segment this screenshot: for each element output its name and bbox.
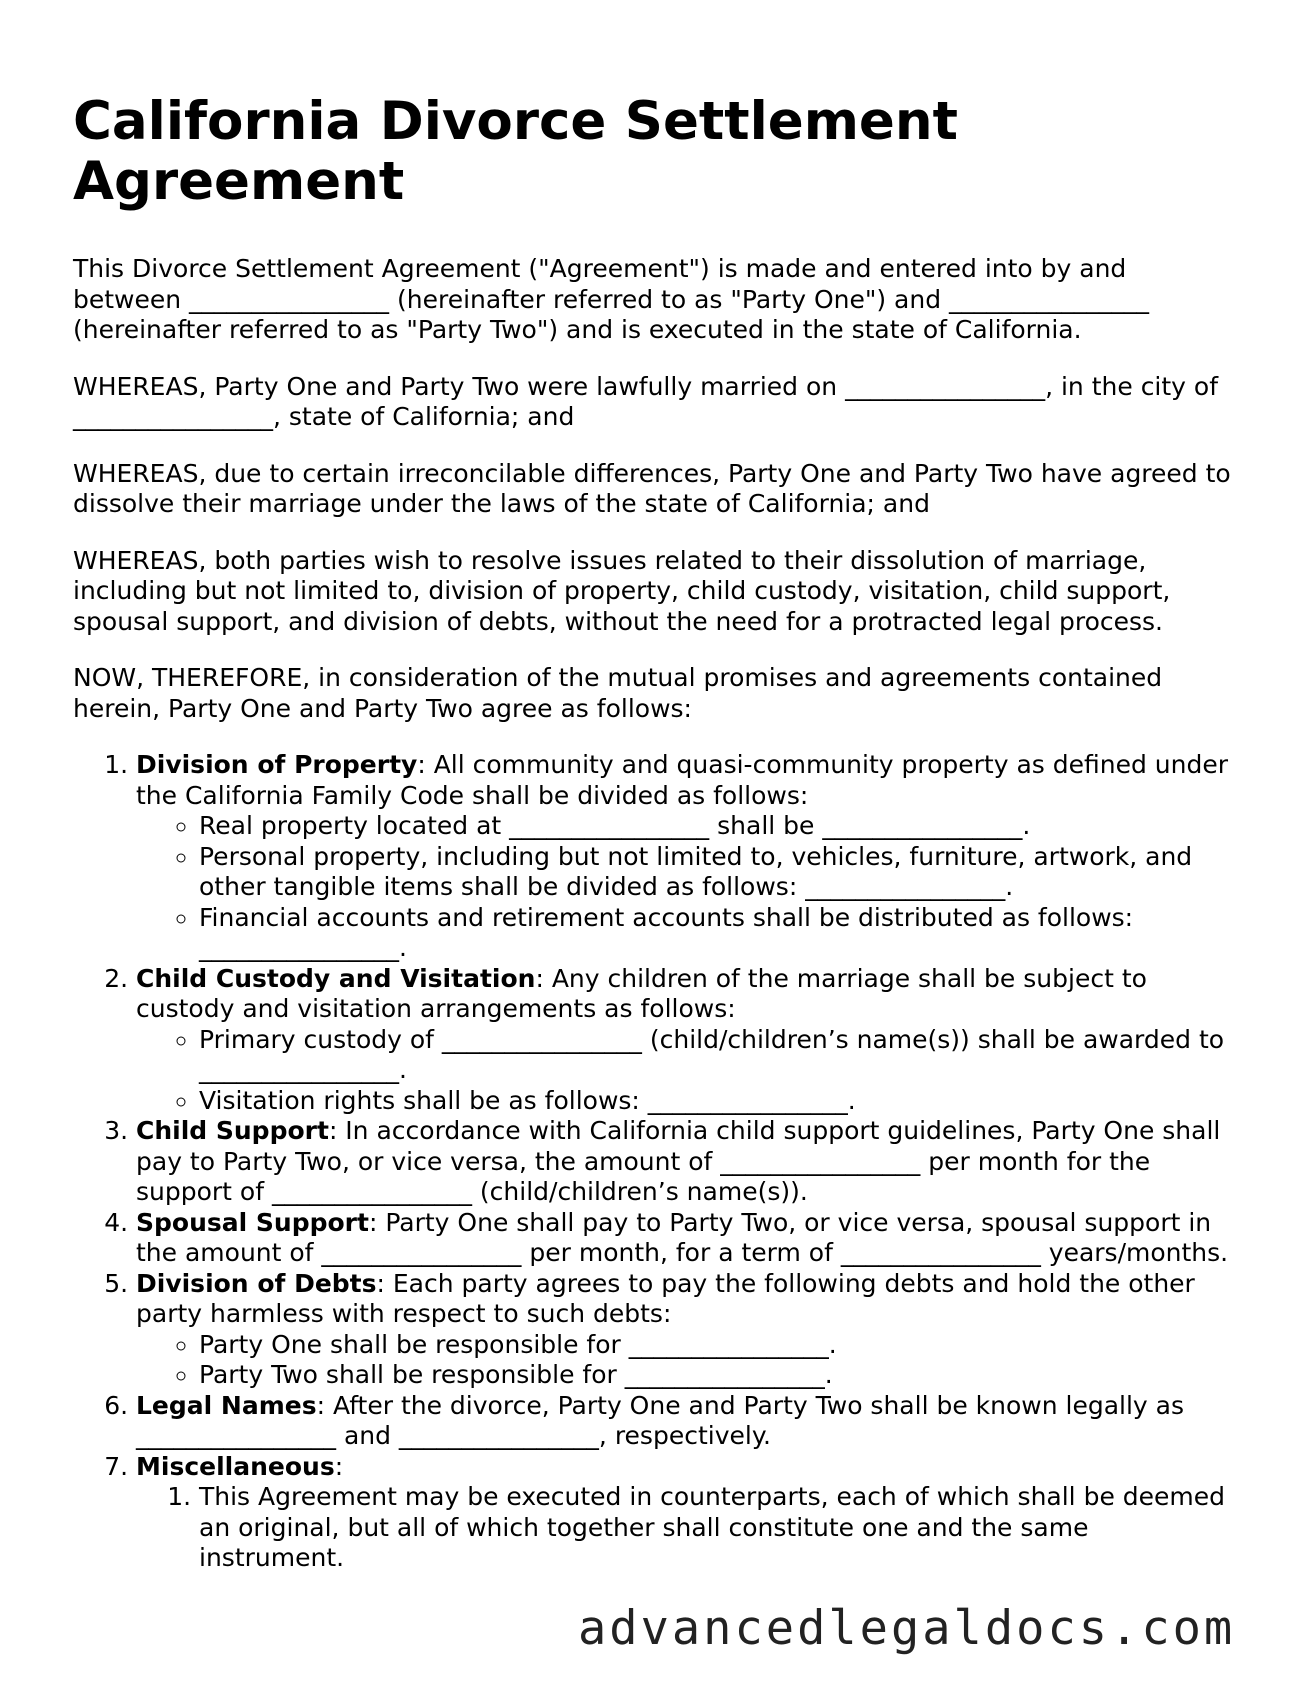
debts-subitems: [136, 1330, 1238, 1391]
section-child-custody: [136, 964, 1238, 1117]
section-text: : Each party agrees to pay the following debts and hold the other party harmless with respect to such debts:: [136, 1268, 1195, 1328]
section-heading: Miscellaneous: [136, 1451, 335, 1481]
section-heading: Division of Property: [136, 750, 418, 779]
section-text: : All community and quasi-community property as defined under the California Family Code shall be divided as follows:: [136, 750, 1229, 810]
custody-subitems: [136, 1025, 1238, 1117]
document-title: California Divorce Settlement Agreement: [73, 91, 958, 212]
section-division-of-property: [136, 750, 1238, 964]
list-item: ◦ Party Two shall be responsible for ________________.: [199, 1360, 1238, 1391]
section-child-support: [136, 1116, 1238, 1208]
whereas-differences-paragraph: WHEREAS, due to certain irreconcilable differences, Party One and Party Two have agreed to dissolve their marriage under the laws of the state of California; and: [73, 458, 1231, 518]
section-text: :: [334, 1451, 344, 1481]
section-division-of-debts: [136, 1269, 1238, 1391]
list-item: 1. This Agreement may be executed in counterparts, each of which shall be deemed an original, but all of which together shall constitute one and the same instrument.: [199, 1482, 1238, 1574]
section-text: : After the divorce, Party One and Party Two shall be known legally as ________________ and ________________, respectively.: [136, 1390, 1185, 1450]
watermark-text: advancedlegaldocs.com: [578, 1601, 1236, 1656]
list-item: ◦ Financial accounts and retirement accounts shall be distributed as follows: ________________.: [199, 903, 1238, 964]
section-heading: Child Support: [136, 1116, 329, 1145]
section-miscellaneous: [136, 1452, 1238, 1574]
section-text: : Any children of the marriage shall be subject to custody and visitation arrangements as follows:: [136, 963, 1147, 1023]
section-text: : Party One shall pay to Party Two, or vice versa, spousal support in the amount of ________________ per month, for a term of ________________ years/months.: [136, 1207, 1229, 1267]
section-text: : In accordance with California child support guidelines, Party One shall pay to Party Two, or vice versa, the amount of ________________ per month for the support of ________________ (child/children’s name(s)).: [136, 1116, 1221, 1206]
intro-paragraph: This Divorce Settlement Agreement ("Agreement") is made and entered into by and between ________________ (hereinafter referred to as "Party One") and ________________ (hereinafter referred to as "Party Two") and is executed in the state of California.: [73, 254, 1150, 344]
section-heading: Child Custody and Visitation: [136, 963, 536, 993]
whereas-married-paragraph: WHEREAS, Party One and Party Two were lawfully married on ________________, in the city of ________________, state of California; and: [73, 371, 1219, 431]
document-page: [73, 92, 1238, 1574]
list-item: ◦ Visitation rights shall be as follows: ________________.: [199, 1086, 1238, 1117]
list-item: ◦ Party One shall be responsible for ________________.: [199, 1330, 1238, 1361]
agreement-sections-list: [73, 750, 1238, 1574]
list-item: ◦ Personal property, including but not limited to, vehicles, furniture, artwork, and other tangible items shall be divided as follows: ________________.: [199, 842, 1238, 903]
miscellaneous-subitems: [136, 1482, 1238, 1574]
section-heading: Legal Names: [136, 1390, 317, 1420]
section-heading: Division of Debts: [136, 1268, 377, 1298]
section-spousal-support: [136, 1208, 1238, 1269]
whereas-resolve-paragraph: WHEREAS, both parties wish to resolve issues related to their dissolution of marriage, including but not limited to, division of property, child custody, visitation, child support, spousal support, and division of debts, without the need for a protracted legal process.: [73, 545, 1171, 636]
section-legal-names: [136, 1391, 1238, 1452]
therefore-paragraph: NOW, THEREFORE, in consideration of the mutual promises and agreements contained herein, Party One and Party Two agree as follows:: [73, 663, 1163, 723]
list-item: ◦ Primary custody of ________________ (child/children’s name(s)) shall be awarded to ________________.: [199, 1025, 1238, 1086]
section-heading: Spousal Support: [136, 1207, 369, 1237]
list-item: ◦ Real property located at ________________ shall be ________________.: [199, 811, 1238, 842]
property-subitems: [136, 811, 1238, 964]
